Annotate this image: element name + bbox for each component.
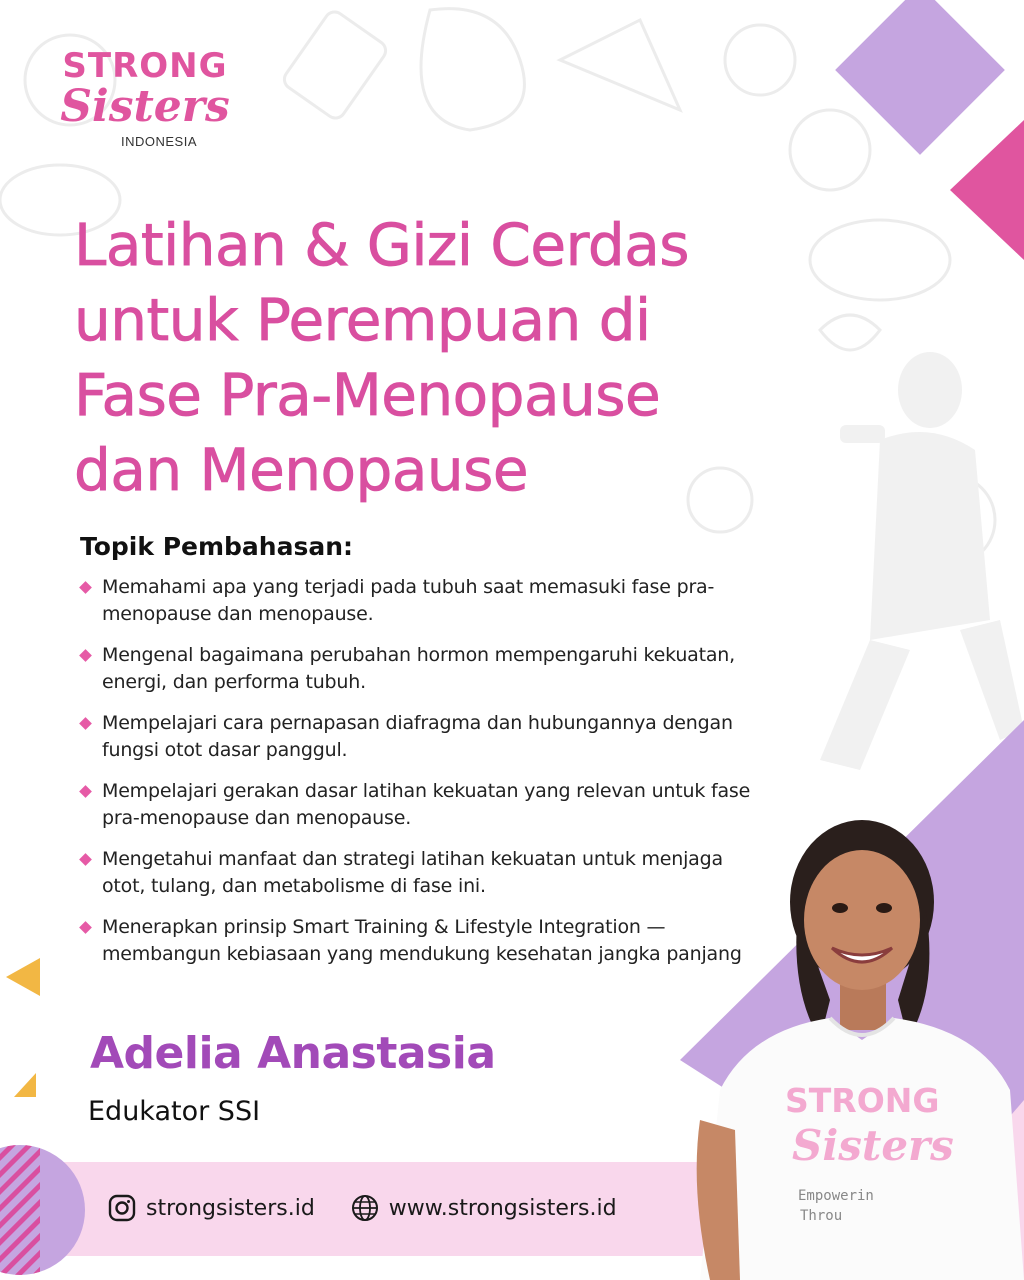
globe-icon xyxy=(351,1194,379,1222)
doodle-leaf-icon xyxy=(421,9,524,130)
shirt-sisters-text: Sisters xyxy=(792,1121,954,1170)
topic-text: Mengenal bagaimana perubahan hormon mempengaruhi kekuatan, energi, dan performa tubuh. xyxy=(102,644,735,693)
lavender-diamond xyxy=(835,0,1005,155)
striped-pattern xyxy=(0,1130,40,1280)
list-item xyxy=(78,574,758,628)
topic-text: Memahami apa yang terjadi pada tubuh saat memasuki fase pra-menopause dan menopause. xyxy=(102,576,715,625)
diamond-bullet-icon xyxy=(79,785,92,798)
instagram-link[interactable] xyxy=(108,1194,315,1222)
list-item xyxy=(78,778,758,832)
footer-contacts xyxy=(108,1190,653,1226)
yellow-triangle-1 xyxy=(6,958,40,996)
topic-text: Mengetahui manfaat dan strategi latihan kekuatan untuk menjaga otot, tulang, dan metabolisme di fase ini. xyxy=(102,848,723,897)
list-item xyxy=(78,914,758,968)
diamond-bullet-icon xyxy=(79,921,92,934)
shirt-tagline-1: Empowerin xyxy=(798,1188,874,1204)
logo-sisters-text: Sisters xyxy=(60,81,230,132)
instagram-icon xyxy=(108,1194,136,1222)
yellow-triangle-2 xyxy=(14,1073,36,1097)
diamond-bullet-icon xyxy=(79,649,92,662)
title-line: Latihan & Gizi Cerdas xyxy=(74,211,690,279)
doodle-watermelon-icon xyxy=(560,20,680,110)
logo-country-text: INDONESIA xyxy=(120,134,197,149)
doodle-dumbbell-icon xyxy=(281,8,390,122)
shirt-tagline-2: Throu xyxy=(800,1208,843,1224)
title-line: untuk Perempuan di xyxy=(74,286,651,354)
topic-text: Menerapkan prinsip Smart Training & Lifestyle Integration — membangun kebiasaan yang mendukung kesehatan jangka panjang xyxy=(102,916,742,965)
speaker-role: Edukator SSI xyxy=(88,1096,261,1127)
topic-text: Mempelajari cara pernapasan diafragma dan hubungannya dengan fungsi otot dasar panggul. xyxy=(102,712,733,761)
page-title xyxy=(74,208,834,508)
logo-strong-text: STRONG xyxy=(62,46,228,86)
shirt-strong-text: STRONG xyxy=(785,1081,940,1120)
speaker-photo xyxy=(680,790,1024,1280)
diamond-bullet-icon xyxy=(79,853,92,866)
title-line: dan Menopause xyxy=(74,436,529,504)
exercise-silhouette xyxy=(820,352,1024,770)
diamond-bullet-icon xyxy=(79,717,92,730)
topic-text: Mempelajari gerakan dasar latihan kekuatan yang relevan untuk fase pra-menopause dan menopause. xyxy=(102,780,751,829)
brand-logo xyxy=(50,46,240,149)
list-item xyxy=(78,846,758,900)
doodle-bottle-icon xyxy=(725,25,795,95)
website-link[interactable] xyxy=(351,1194,617,1222)
title-line: Fase Pra-Menopause xyxy=(74,361,661,429)
topics-heading: Topik Pembahasan: xyxy=(80,532,354,561)
pink-triangle-top xyxy=(950,120,1024,260)
topic-list xyxy=(78,574,758,982)
list-item xyxy=(78,710,758,764)
diamond-bullet-icon xyxy=(79,581,92,594)
list-item xyxy=(78,642,758,696)
instagram-handle: strongsisters.id xyxy=(146,1195,315,1221)
speaker-name: Adelia Anastasia xyxy=(90,1028,496,1079)
website-url: www.strongsisters.id xyxy=(388,1195,617,1221)
